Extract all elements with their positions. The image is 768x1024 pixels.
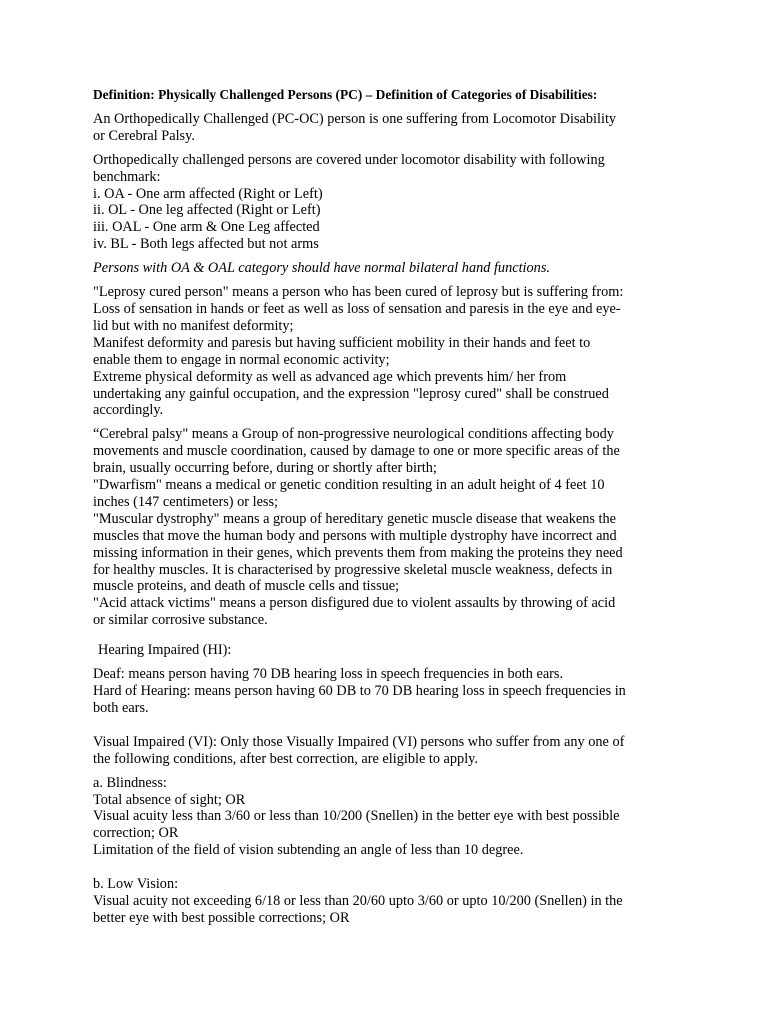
text-line: brain, usually occurring before, during or shortly after birth; [93, 460, 437, 477]
text-line: benchmark: [93, 168, 161, 185]
text-line: movements and muscle coordination, caused by damage to one or more specific areas of the [93, 443, 620, 460]
blindness-paragraph [93, 775, 708, 860]
text-line: or similar corrosive substance. [93, 612, 268, 629]
text-line: for healthy muscles. It is characterised by progressive skeletal muscle weakness, defects in [93, 561, 613, 578]
text-line: a. Blindness: [93, 774, 167, 791]
text-line: lid but with no manifest deformity; [93, 317, 294, 334]
text-line: correction; OR [93, 825, 179, 842]
text-line: Orthopedically challenged persons are covered under locomotor disability with following [93, 151, 605, 168]
text-line: "Leprosy cured person" means a person who has been cured of leprosy but is suffering from: [93, 284, 624, 301]
text-line: enable them to engage in normal economic activity; [93, 351, 390, 368]
text-line: undertaking any gainful occupation, and the expression "leprosy cured" shall be construed [93, 385, 609, 402]
text-line: Deaf: means person having 70 DB hearing loss in speech frequencies in both ears. [93, 666, 564, 683]
text-line: muscle proteins, and death of muscle cells and tissue; [93, 578, 400, 595]
intro-paragraph [93, 111, 708, 145]
text-line: iii. OAL - One arm & One Leg affected [93, 219, 320, 236]
text-line: "Dwarfism" means a medical or genetic condition resulting in an adult height of 4 feet 10 [93, 477, 605, 494]
text-line: muscles that move the human body and persons with multiple dystrophy have incorrect and [93, 527, 617, 544]
low-vision-paragraph [93, 876, 708, 927]
text-line: the following conditions, after best correction, are eligible to apply. [93, 750, 478, 767]
text-line: ii. OL - One leg affected (Right or Left) [93, 202, 321, 219]
visual-intro-paragraph [93, 734, 708, 768]
hearing-paragraph [93, 666, 708, 717]
text-line: Total absence of sight; OR [93, 791, 246, 808]
text-line: Visual acuity less than 3/60 or less than 10/200 (Snellen) in the better eye with best possible [93, 808, 620, 825]
text-line: better eye with best possible corrections; OR [93, 909, 350, 926]
text-line: b. Low Vision: [93, 876, 179, 893]
text-line: Limitation of the field of vision subtending an angle of less than 10 degree. [93, 842, 524, 859]
text-line: or Cerebral Palsy. [93, 127, 195, 144]
text-line: both ears. [93, 699, 149, 716]
page-heading: Definition: Physically Challenged Persons (PC) – Definition of Categories of Disabilities: [93, 87, 598, 102]
text-line: Manifest deformity and paresis but having sufficient mobility in their hands and feet to [93, 334, 591, 351]
text-line: i. OA - One arm affected (Right or Left) [93, 185, 323, 202]
text-line: inches (147 centimeters) or less; [93, 493, 279, 510]
text-line: An Orthopedically Challenged (PC-OC) person is one suffering from Locomotor Disability [93, 110, 617, 127]
text-line: "Acid attack victims" means a person disfigured due to violent assaults by throwing of acid [93, 595, 616, 612]
leprosy-paragraph [93, 284, 708, 419]
text-line: Hard of Hearing: means person having 60 DB to 70 DB hearing loss in speech frequencies in [93, 683, 626, 699]
text-line: Visual Impaired (VI): Only those Visually Impaired (VI) persons who suffer from any one of [93, 733, 625, 750]
conditions-paragraph [93, 426, 708, 629]
text-line: Loss of sensation in hands or feet as well as loss of sensation and paresis in the eye and eye- [93, 300, 621, 317]
text-line: accordingly. [93, 402, 164, 419]
text-line: Visual acuity not exceeding 6/18 or less than 20/60 upto 3/60 or upto 10/200 (Snellen) in the [93, 893, 623, 910]
text-line: "Muscular dystrophy" means a group of hereditary genetic muscle disease that weakens the [93, 510, 617, 527]
text-line: Extreme physical deformity as well as advanced age which prevents him/ her from [93, 368, 567, 385]
hearing-title: Hearing Impaired (HI): [98, 642, 232, 659]
text-line: iv. BL - Both legs affected but not arms [93, 236, 319, 253]
text-line: missing information in their genes, which prevents them from making the proteins they need [93, 544, 623, 561]
hand-function-note: Persons with OA & OAL category should have normal bilateral hand functions. [93, 260, 550, 277]
text-line: “Cerebral palsy" means a Group of non-progressive neurological conditions affecting body [93, 426, 614, 443]
benchmark-paragraph [93, 152, 708, 253]
